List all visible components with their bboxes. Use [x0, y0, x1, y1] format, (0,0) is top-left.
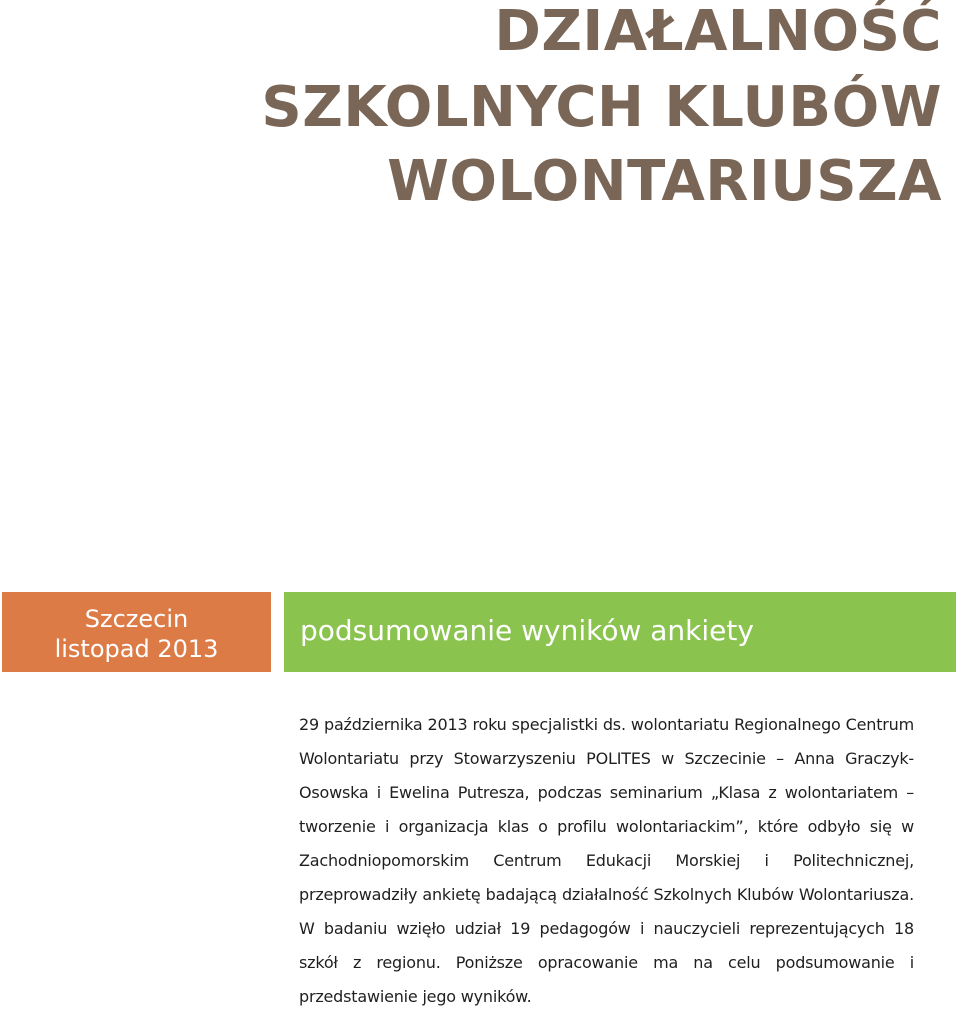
location-date-block	[2, 592, 271, 672]
title-line-1: DZIAŁALNOŚĆ	[494, 0, 942, 64]
subtitle-block	[284, 592, 956, 672]
title-line-3: WOLONTARIUSZA	[387, 149, 942, 214]
intro-paragraph: 29 października 2013 roku specjalistki ds. wolontariatu Regionalnego Centrum Wolontariatu przy Stowarzyszeniu POLITES w Szczecinie – Anna Graczyk-Osowska i Ewelina Putresza, podczas seminarium „Klasa z wolontariatem – tworzenie i organizacja klas o profilu wolontariackim”, które odbyło się w Zachodniopomorskim Centrum Edukacji Morskiej i Politechnicznej, przeprowadziły ankietę badającą działalność Szkolnych Klubów Wolontariusza. W badaniu wzięło udział 19 pedagogów i nauczycieli reprezentujących 18 szkół z regionu. Poniższe opracowanie ma na celu podsumowanie i przedstawienie jego wyników.	[299, 715, 914, 1006]
subtitle: podsumowanie wyników ankiety	[300, 614, 754, 647]
title-line-2: SZKOLNYCH KLUBÓW	[261, 75, 942, 140]
city-label: Szczecin	[84, 605, 189, 633]
date-label: listopad 2013	[54, 635, 219, 663]
